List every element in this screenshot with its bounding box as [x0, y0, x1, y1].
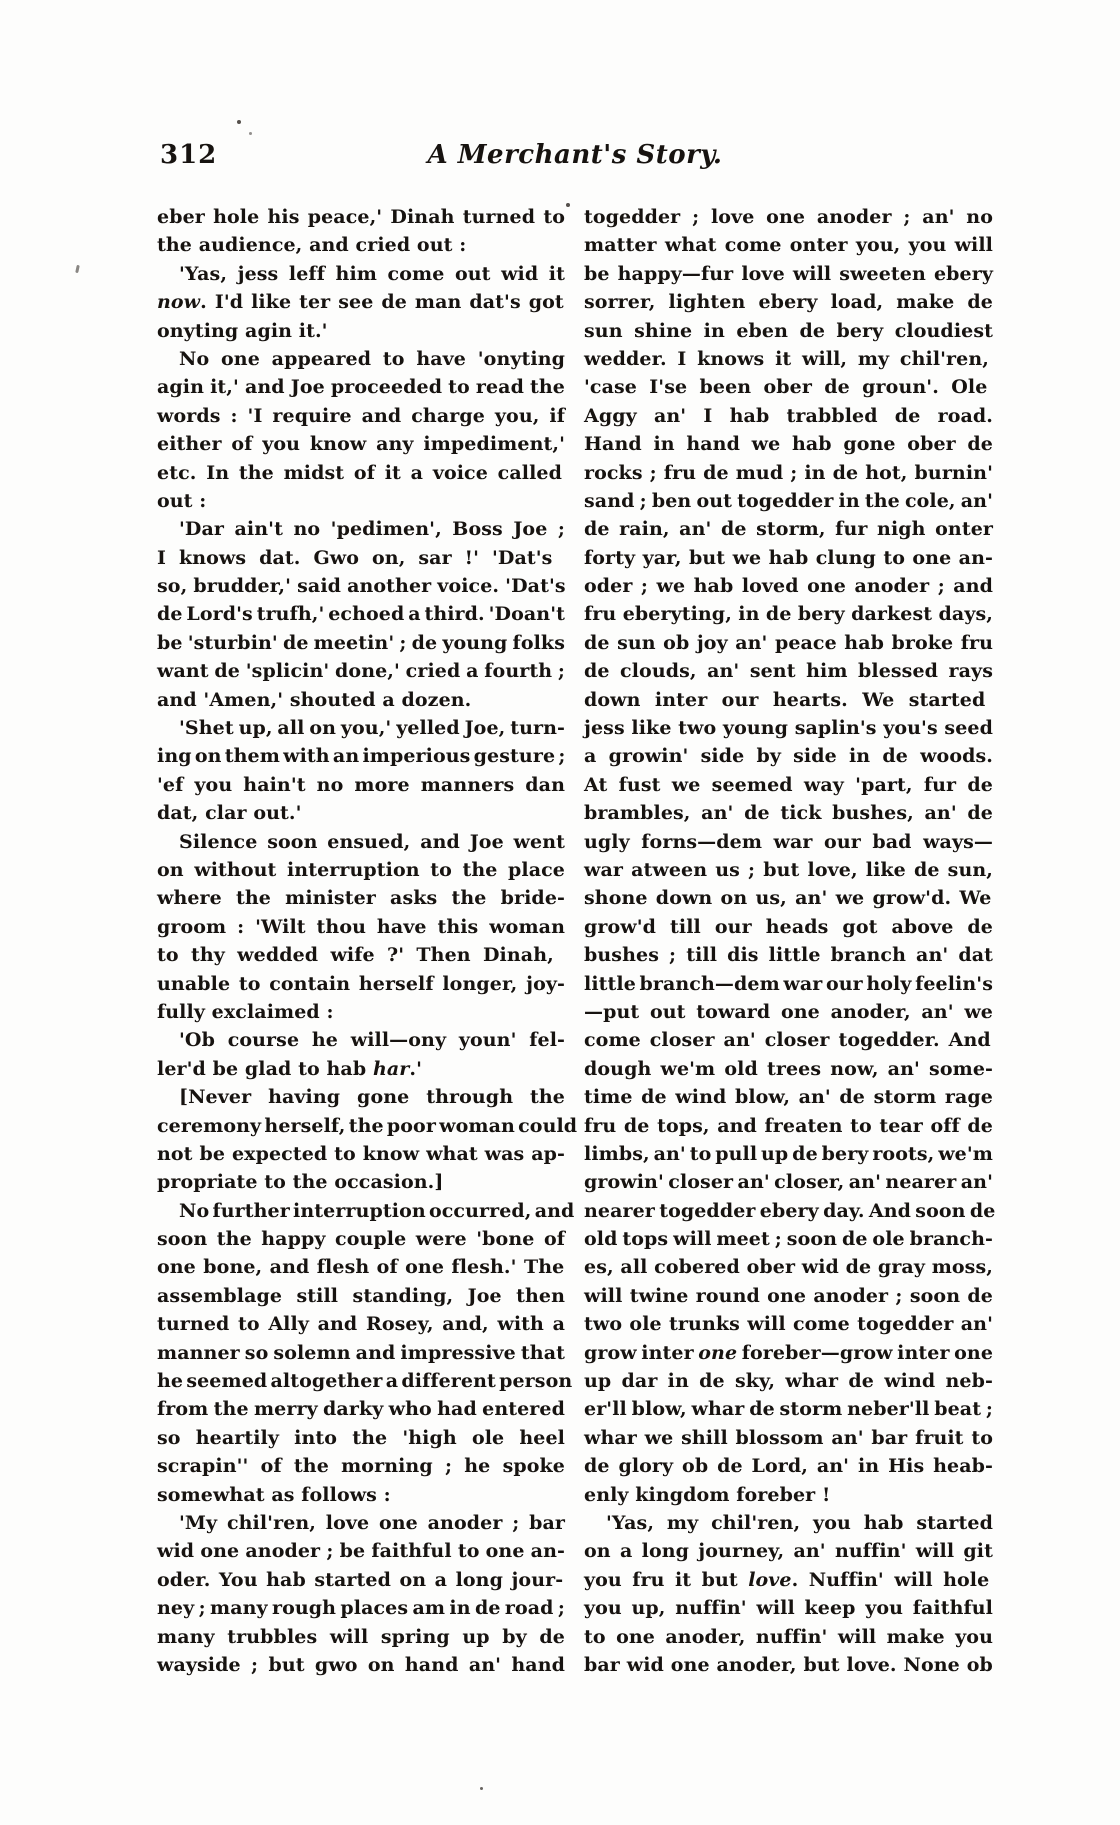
text-line: es, all cobered ober wid de gray moss, [584, 1256, 993, 1279]
text-line: fru de tops, and freaten to tear off de [584, 1114, 993, 1137]
text-line: er'll blow, whar de storm neber'll beat ; [584, 1398, 993, 1421]
text-line: fully exclaimed : [157, 1000, 334, 1023]
text-line: —put out toward one anoder, an' we [584, 1000, 993, 1023]
text-line: de sun ob joy an' peace hab broke fru [584, 631, 993, 654]
text-line: wedder. I knows it will, my chil'ren, [584, 347, 989, 370]
text-line: ler'd be glad to hab har.' [157, 1057, 423, 1080]
text-line: limbs, an' to pull up de bery roots, we'm [584, 1142, 993, 1165]
text-line: 'Dar ain't no 'pedimen', Boss Joe ; [179, 518, 565, 541]
text-line: No one appeared to have 'onyting [179, 347, 565, 370]
text-line: two ole trunks will come togedder an' [584, 1313, 993, 1336]
text-line: Aggy an' I hab trabbled de road. [584, 404, 993, 427]
text-line: you fru it but love. Nuffin' will hole [584, 1568, 990, 1591]
text-line: Hand in hand we hab gone ober de [584, 433, 993, 456]
text-line: sand ; ben out togedder in the cole, an' [584, 489, 993, 512]
text-line: etc. In the midst of it a voice called [157, 461, 562, 484]
text-line: brambles, an' de tick bushes, an' de [584, 802, 993, 825]
text-line: either of you know any impediment,' [157, 433, 565, 456]
text-line: fru eberyting, in de bery darkest days, [584, 603, 993, 626]
scan-artifact [237, 120, 241, 124]
text-line: up dar in de sky, whar de wind neb- [584, 1370, 993, 1393]
text-line: want de 'splicin' done,' cried a fourth ; [157, 660, 565, 683]
text-line: No further interruption occurred, and [179, 1199, 575, 1222]
text-line: one bone, and flesh of one flesh.' The [157, 1256, 565, 1279]
text-line: assemblage still standing, Joe then [157, 1284, 565, 1307]
scan-artifact [480, 1787, 483, 1790]
text-line: and 'Amen,' shouted a dozen. [157, 688, 472, 711]
text-line: time de wind blow, an' de storm rage [584, 1086, 993, 1109]
text-line: not be expected to know what was ap- [157, 1142, 565, 1165]
text-line: so, brudder,' said another voice. 'Dat's [157, 575, 566, 598]
text-line: the audience, and cried out : [157, 234, 467, 257]
text-line: oder ; we hab loved one anoder ; and [584, 575, 993, 598]
text-line: be happy—fur love will sweeten ebery [584, 262, 993, 285]
text-line: 'Yas, my chil'ren, you hab started [606, 1511, 993, 1534]
text-line: Silence soon ensued, and Joe went [179, 830, 565, 853]
text-line: old tops will meet ; soon de ole branch- [584, 1228, 993, 1251]
text-line: agin it,' and Joe proceeded to read the [157, 376, 565, 399]
text-line: a growin' side by side in de woods. [584, 745, 993, 768]
text-line: de clouds, an' sent him blessed rays [584, 660, 993, 683]
text-line: 'Yas, jess leff him come out wid it [179, 262, 565, 285]
text-line: ing on them with an imperious gesture ; [157, 745, 566, 768]
text-line: [Never having gone through the [179, 1086, 565, 1109]
text-line: turned to Ally and Rosey, and, with a [157, 1313, 565, 1336]
text-line: growin' closer an' closer, an' nearer an' [584, 1171, 993, 1194]
text-line: shone down on us, an' we grow'd. We [584, 887, 992, 910]
scan-artifact [249, 132, 252, 135]
text-line: war atween us ; but love, like de sun, [584, 858, 993, 881]
text-line: propriate to the occasion.] [157, 1171, 444, 1194]
text-line: on without interruption to the place [157, 858, 565, 881]
text-line: togedder ; love one anoder ; an' no [584, 206, 993, 228]
text-line: somewhat as follows : [157, 1483, 391, 1506]
text-line: down inter our hearts. We started [584, 688, 986, 711]
text-line: words : 'I require and charge you, if [157, 404, 565, 427]
text-line: to thy wedded wife ?' Then Dinah, [157, 944, 554, 967]
scan-artifact [75, 265, 80, 273]
text-line: dat, clar out.' [157, 802, 302, 825]
text-line: 'My chil'ren, love one anoder ; bar [179, 1511, 565, 1534]
text-line: now. I'd like ter see de man dat's got [157, 291, 564, 314]
running-head [157, 140, 993, 176]
text-line: nearer togedder ebery day. And soon de [584, 1199, 996, 1222]
page-number: 312 [160, 140, 218, 170]
text-line: dough we'm old trees now, an' some- [584, 1057, 993, 1080]
text-line: enly kingdom foreber ! [584, 1483, 831, 1506]
text-line: soon the happy couple were 'bone of [157, 1228, 565, 1251]
text-line: wayside ; but gwo on hand an' hand [157, 1653, 565, 1676]
text-line: rocks ; fru de mud ; in de hot, burnin' [584, 461, 993, 484]
text-line: will twine round one anoder ; soon de [584, 1284, 993, 1307]
text-line: out : [157, 489, 207, 512]
text-line: ceremony herself, the poor woman could [157, 1114, 578, 1137]
text-line: bar wid one anoder, but love. None ob [584, 1653, 993, 1676]
text-line: from the merry darky who had entered [157, 1398, 565, 1421]
text-line: onyting agin it.' [157, 319, 328, 342]
text-line: sun shine in eben de bery cloudiest [584, 319, 993, 342]
text-line: jess like two young saplin's you's seed [584, 717, 993, 740]
text-line: on a long journey, an' nuffin' will git [584, 1540, 993, 1563]
text-line: grow inter one foreber—grow inter one [584, 1341, 994, 1364]
text-line: de Lord's trufh,' echoed a third. 'Doan't [157, 603, 565, 626]
page-title: A Merchant's Story. [427, 140, 723, 170]
text-line: unable to contain herself longer, joy- [157, 972, 565, 995]
text-line: de rain, an' de storm, fur nigh onter [584, 518, 993, 541]
text-line: groom : 'Wilt thou have this woman [157, 915, 565, 938]
text-line: eber hole his peace,' Dinah turned to [157, 206, 565, 228]
text-line: so heartily into the 'high ole heel [157, 1426, 565, 1449]
text-line: oder. You hab started on a long jour- [157, 1568, 564, 1591]
text-line: ney ; many rough places am in de road ; [157, 1597, 565, 1620]
text-line: matter what come onter you, you will [584, 234, 993, 257]
text-line: manner so solemn and impressive that [157, 1341, 565, 1364]
text-line: he seemed altogether a different person [157, 1370, 573, 1393]
text-line: I knows dat. Gwo on, sar !' 'Dat's [157, 546, 553, 569]
text-line: grow'd till our heads got above de [584, 915, 993, 938]
text-line: sorrer, lighten ebery load, make de [584, 291, 993, 314]
text-line: forty yar, but we hab clung to one an- [584, 546, 993, 569]
text-line: 'ef you hain't no more manners dan [157, 773, 565, 796]
text-line: 'case I'se been ober de groun'. Ole [584, 376, 988, 399]
text-line: de glory ob de Lord, an' in His heab- [584, 1455, 993, 1478]
text-line: whar we shill blossom an' bar fruit to [584, 1426, 993, 1449]
text-line: little branch—dem war our holy feelin's [584, 972, 993, 995]
text-line: At fust we seemed way 'part, fur de [584, 773, 993, 796]
text-line: to one anoder, nuffin' will make you [584, 1625, 993, 1648]
text-line: many trubbles will spring up by de [157, 1625, 565, 1648]
text-line: 'Ob course he will—ony youn' fel- [179, 1029, 565, 1052]
text-line: bushes ; till dis little branch an' dat [584, 944, 993, 967]
scan-artifact [566, 203, 570, 207]
text-column-right [584, 203, 996, 1679]
text-column-left [157, 203, 578, 1679]
text-line: wid one anoder ; be faithful to one an- [157, 1540, 565, 1563]
text-line: ugly forns—dem war our bad ways— [584, 830, 993, 853]
text-line: scrapin'' of the morning ; he spoke [157, 1455, 565, 1478]
text-line: 'Shet up, all on you,' yelled Joe, turn- [179, 717, 565, 740]
text-line: be 'sturbin' de meetin' ; de young folks [157, 631, 565, 654]
text-line: come closer an' closer togedder. And [584, 1029, 991, 1052]
text-line: where the minister asks the bride- [157, 887, 565, 910]
text-line: you up, nuffin' will keep you faithful [584, 1597, 993, 1620]
